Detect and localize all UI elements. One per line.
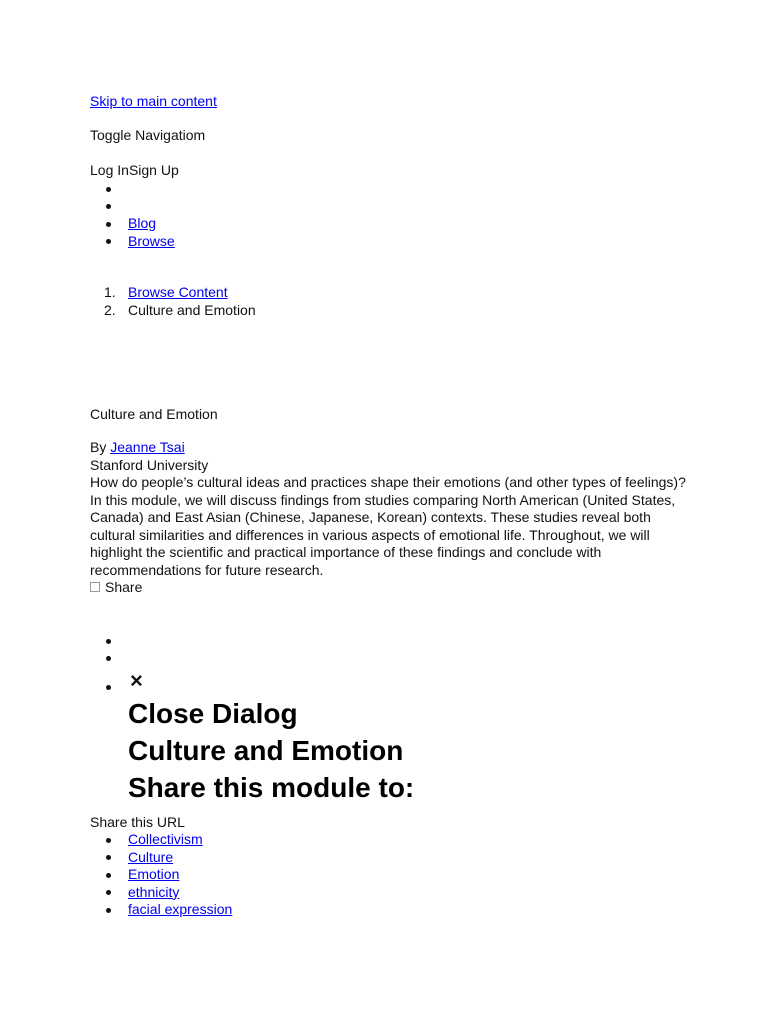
- tag-list: [90, 831, 232, 919]
- tag-facial-expression-link[interactable]: facial expression: [128, 901, 233, 917]
- share-icon: [90, 582, 100, 592]
- share-heading: Share this module to:: [128, 772, 415, 803]
- breadcrumb-number: 1.: [104, 284, 116, 300]
- tag-emotion-link[interactable]: Emotion: [128, 866, 180, 882]
- breadcrumb-current-label: Culture and Emotion: [128, 301, 256, 318]
- dialog-content: [90, 667, 414, 806]
- auth-links: [90, 162, 179, 180]
- dialog-item-empty-1: [90, 632, 414, 650]
- toggle-navigation-button[interactable]: Toggle Navigatiom: [90, 127, 206, 143]
- tag-item: [90, 866, 232, 884]
- breadcrumb-item-current: [90, 302, 256, 320]
- dialog-title: Culture and Emotion: [128, 735, 404, 766]
- dialog-item-empty-2: [90, 650, 414, 668]
- tag-item: [90, 901, 232, 919]
- breadcrumb: [90, 284, 256, 319]
- browse-link[interactable]: Browse: [128, 232, 175, 249]
- nav-item-empty-2: [90, 198, 175, 216]
- module-title: Culture and Emotion: [90, 406, 218, 422]
- byline-prefix: By: [90, 439, 107, 455]
- blog-link[interactable]: Blog: [128, 215, 157, 231]
- tag-item: [90, 884, 232, 902]
- close-dialog-heading[interactable]: Close Dialog: [128, 698, 298, 729]
- tag-collectivism-link[interactable]: Collectivism: [128, 831, 203, 847]
- author-link[interactable]: Jeanne Tsai: [110, 439, 185, 455]
- module-byline: [90, 439, 185, 457]
- signup-link[interactable]: Sign Up: [128, 162, 179, 178]
- author-affiliation: Stanford University: [90, 457, 209, 473]
- nav-item-empty-1: [90, 180, 175, 198]
- breadcrumb-number: 2.: [104, 301, 116, 318]
- login-link[interactable]: Log In: [90, 162, 129, 178]
- skip-to-main-link[interactable]: Skip to main content: [90, 93, 217, 109]
- share-url-label: Share this URL: [90, 814, 185, 830]
- tag-item: [90, 849, 232, 867]
- breadcrumb-item-browse-content: [90, 284, 256, 302]
- nav-item-blog: [90, 215, 175, 233]
- main-nav: [90, 180, 175, 250]
- tag-ethnicity-link[interactable]: ethnicity: [128, 883, 180, 900]
- tag-item: [90, 831, 232, 849]
- share-label: Share: [105, 579, 143, 595]
- share-dialog: [90, 632, 414, 806]
- breadcrumb-browse-content-link[interactable]: Browse Content: [128, 284, 228, 300]
- module-summary: How do people’s cultural ideas and practices shape their emotions (and other types of feelings)? In this module, we will discuss findings from studies comparing North American (United States, Canada) and East Asian (Chinese, Japanese, Korean) contexts. These studies reveal both cultural similarities and differences in various aspects of emotional life. Throughout, we will highlight the scientific and practical importance of these findings and conclude with recommendations for future research.: [90, 474, 686, 578]
- close-icon[interactable]: ×: [130, 668, 143, 693]
- tag-culture-link[interactable]: Culture: [128, 848, 174, 865]
- nav-item-browse: [90, 233, 175, 251]
- share-button[interactable]: [90, 579, 142, 597]
